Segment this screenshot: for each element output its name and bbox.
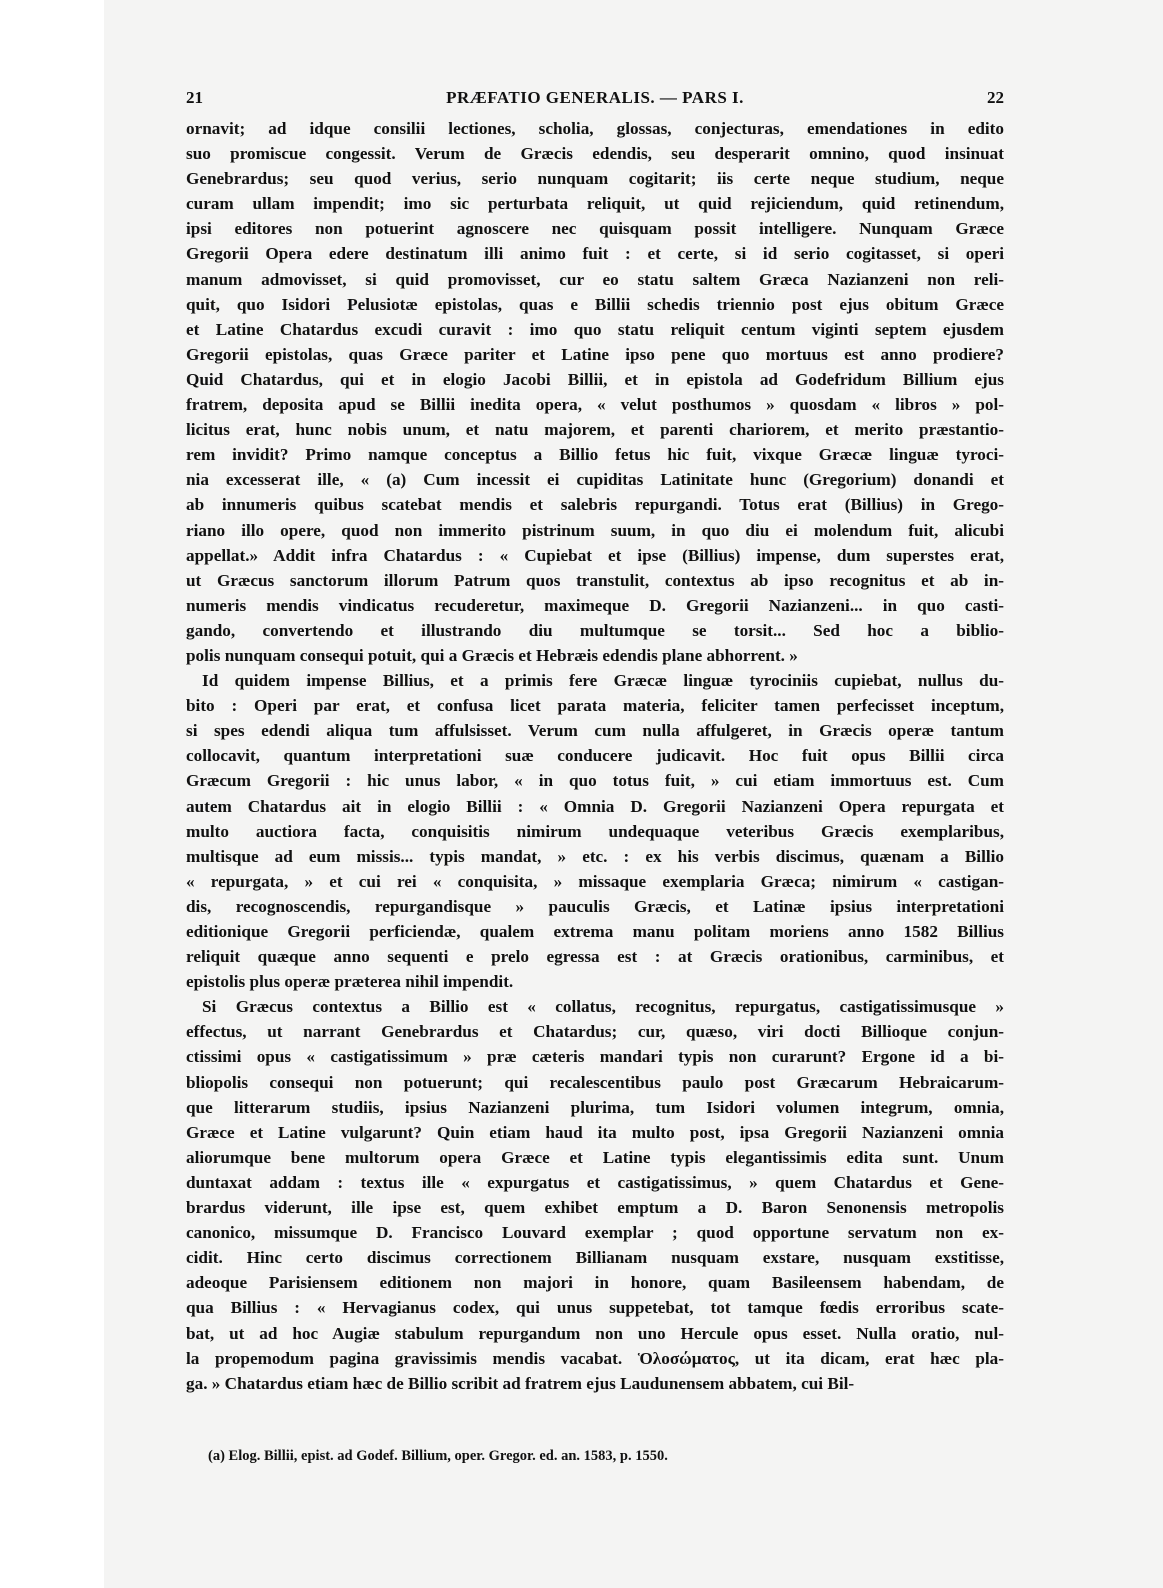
text-line: Quid Chatardus, qui et in elogio Jacobi Billii, et in epistola ad Godefridum Billium ejus [186,369,1004,389]
text-line: bat, ut ad hoc Augiæ stabulum repurgandum non uno Hercule opus esset. Nulla oratio, nul- [186,1323,1004,1343]
text-line: numeris mendis vindicatus recuderetur, maximeque D. Gregorii Nazianzeni... in quo casti- [186,595,1004,615]
text-line: bito : Operi par erat, et confusa licet parata materia, feliciter tamen perfecisset inceptum, [186,696,1004,716]
text-line: Gregorii epistolas, quas Græce pariter et Latine ipso pene quo mortuus est anno prodiere? [186,344,1004,364]
text-line: si spes edendi aliqua tum affulsisset. Verum cum nulla affulgeret, in Græcis operæ tantum [186,721,1004,741]
text-line: Id quidem impense Billius, et a primis fere Græcæ linguæ tyrociniis cupiebat, nullus du- [202,671,1004,691]
text-line: riano illo opere, quod non immerito pistrinum suum, in quo diu ei molendum fuit, alicubi [186,520,1004,540]
text-line: que litterarum studiis, ipsius Nazianzeni plurima, tum Isidori volumen integrum, omnia, [186,1097,1004,1117]
text-line: Græce et Latine vulgarunt? Quin etiam haud ita multo post, ipsa Gregorii Nazianzeni omnia [186,1122,1004,1142]
text-line: dis, recognoscendis, repurgandisque » pauculis Græcis, et Latinæ ipsius interpretationi [186,896,1004,916]
text-line: epistolis plus operæ præterea nihil impendit. [186,972,514,992]
text-line: curam ullam impendit; imo sic perturbata reliquit, ut quid rejiciendum, quid retinendum, [186,194,1004,214]
text-line: adeoque Parisiensem editionem non majori in honore, quam Basileensem habendam, de [186,1273,1004,1293]
text-line: Si Græcus contextus a Billio est « collatus, recognitus, repurgatus, castigatissimusque » [202,997,1004,1017]
text-line: licitus erat, hunc nobis unum, et natu majorem, et parenti chariorem, et merito præstantio- [186,420,1004,440]
footnote: (a) Elog. Billii, epist. ad Godef. Billium, oper. Gregor. ed. an. 1583, p. 1550. [208,1448,668,1464]
text-line: gando, convertendo et illustrando diu multumque se torsit... Sed hoc a biblio- [186,620,1004,640]
running-title: PRÆFATIO GENERALIS. — PARS I. [446,88,744,107]
text-line: multo auctiora facta, conquisitis nimirum undequaque veteribus Græcis exemplaribus, [186,821,1004,841]
text-line: quit, quo Isidori Pelusiotæ epistolas, quas e Billii schedis triennio post ejus obitum Græce [186,294,1004,314]
page-number-left: 21 [186,88,203,107]
text-line: duntaxat addam : textus ille « expurgatus et castigatissimus, » quem Chatardus et Gene- [186,1172,1004,1192]
text-line: « repurgata, » et cui rei « conquisita, » missaque exemplaria Græca; nimirum « castigan- [186,871,1004,891]
text-line: Genebrardus; seu quod verius, serio nunquam cogitarit; iis certe neque studium, neque [186,169,1004,189]
text-line: brardus viderunt, ille ipse est, quem exhibet emptum a D. Baron Senonensis metropolis [186,1198,1004,1218]
text-line: editionique Gregorii perficiendæ, qualem extrema manu politam moriens anno 1582 Billius [186,922,1004,941]
text-line: ab innumeris quibus scatebat mendis et salebris repurgandi. Totus erat (Billius) in Grego- [186,495,1004,515]
text-line: qua Billius : « Hervagianus codex, qui unus suppetebat, tot tamque fœdis erroribus scate- [186,1298,1004,1318]
running-header [186,88,1004,112]
text-line: canonico, missumque D. Francisco Louvard exemplar ; quod opportune servatum non ex- [186,1223,1004,1243]
text-line: suo promiscue congessit. Verum de Græcis edendis, seu desperarit omnino, quod insinuat [186,144,1004,164]
text-line: bliopolis consequi non potuerunt; qui recalescentibus paulo post Græcarum Hebraicarum- [186,1072,1004,1092]
text-line: ga. » Chatardus etiam hæc de Billio scribit ad fratrem ejus Laudunensem abbatem, cui Bil- [186,1373,855,1393]
text-line: manum admovisset, si quid promovisset, cur eo statu saltem Græca Nazianzeni non reli- [186,269,1004,289]
text-line: autem Chatardus ait in elogio Billii : « Omnia D. Gregorii Nazianzeni Opera repurgata et [186,796,1004,816]
text-line: Gregorii Opera edere destinatum illi animo fuit : et certe, si id serio cogitasset, si operi [186,244,1004,264]
text-line: ipsi editores non potuerint agnoscere nec quisquam possit intelligere. Nunquam Græce [186,219,1004,239]
text-line: Græcum Gregorii : hic unus labor, « in quo totus fuit, » cui etiam immortuus est. Cum [186,771,1004,791]
text-line: aliorumque bene multorum opera Græce et Latine typis elegantissimis edita sunt. Unum [186,1147,1004,1167]
text-line: multisque ad eum missis... typis mandat, » etc. : ex his verbis discimus, quænam a Billio [186,846,1004,866]
text-line: collocavit, quantum interpretationi suæ conducere judicavit. Hoc fuit opus Billii circa [186,746,1004,766]
text-line: nia excesserat ille, « (a) Cum incessit ei cupiditas Latinitate hunc (Gregorium) donandi et [186,470,1004,490]
text-line: polis nunquam consequi potuit, qui a Græcis et Hebræis edendis plane abhorrent. » [186,645,798,665]
text-line: cidit. Hinc certo discimus correctionem Billianam nusquam exstare, nusquam exstitisse, [186,1248,1004,1268]
text-line: rem invidit? Primo namque conceptus a Billio fetus hic fuit, vixque Græcæ linguæ tyroci- [186,445,1004,465]
text-line: ctissimi opus « castigatissimum » præ cæteris mandari typis non curarunt? Ergone id a bi- [186,1047,1004,1067]
text-line: appellat.» Addit infra Chatardus : « Cupiebat et ipse (Billius) impense, dum superstes erat, [186,545,1004,565]
text-line: la propemodum pagina gravissimis mendis vacabat. Ὁλοσώματος, ut ita dicam, erat hæc pla- [186,1348,1004,1368]
text-line: reliquit quæque anno sequenti e prelo egressa est : at Græcis orationibus, carminibus, et [186,947,1004,967]
page-number-right: 22 [987,88,1004,107]
text-line: fratrem, deposita apud se Billii inedita opera, « velut posthumos » quosdam « libros » pol- [186,395,1004,415]
body-text [186,116,1004,1396]
text-line: ut Græcus sanctorum illorum Patrum quos transtulit, contextus ab ipso recognitus et ab in- [186,570,1004,590]
text-line: effectus, ut narrant Genebrardus et Chatardus; cur, quæso, viri docti Billioque conjun- [186,1022,1004,1042]
text-line: et Latine Chatardus excudi curavit : imo quo statu reliquit centum viginti septem ejusdem [186,319,1004,339]
text-line: ornavit; ad idque consilii lectiones, scholia, glossas, conjecturas, emendationes in edito [186,119,1004,138]
